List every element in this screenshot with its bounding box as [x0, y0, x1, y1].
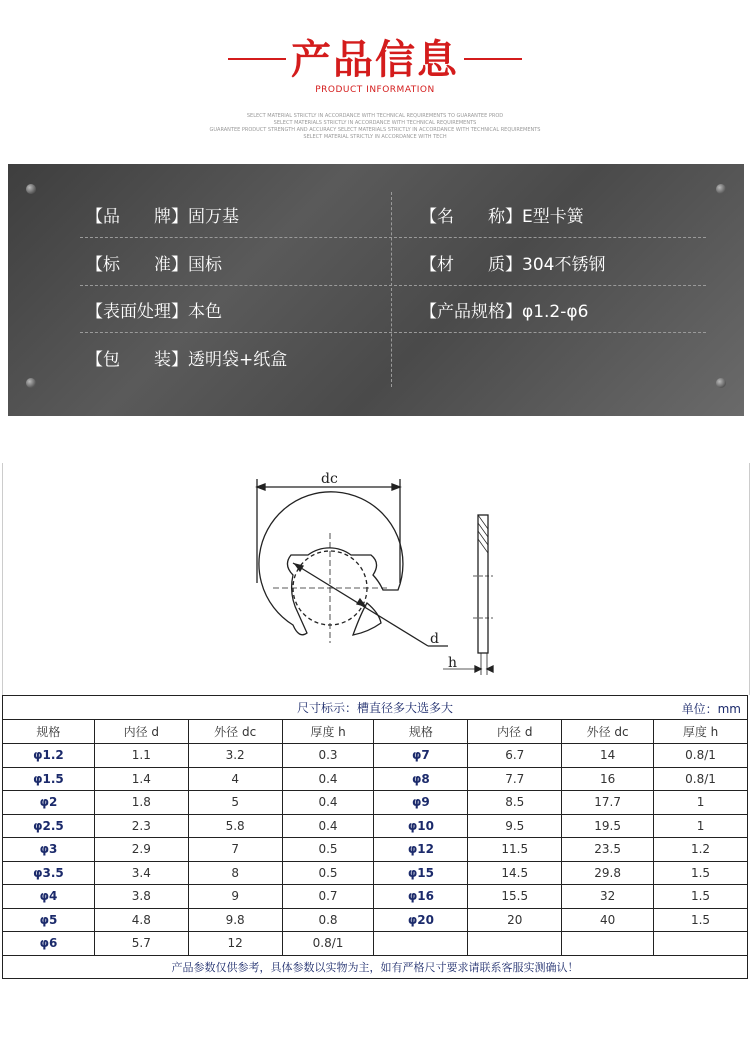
table-row: [3, 767, 748, 791]
spec-value-cell: 32: [562, 885, 654, 909]
spec-value-cell: 0.4: [282, 767, 374, 791]
label-dc: dc: [321, 471, 338, 487]
arrow-head: [392, 484, 400, 490]
table-row: [3, 932, 748, 956]
spec-value-cell: 23.5: [562, 838, 654, 862]
spec-value-cell: 1.1: [94, 744, 188, 768]
spec-value-cell: 9.5: [468, 814, 562, 838]
side-view: [478, 515, 488, 653]
column-header: 厚度 h: [282, 720, 374, 744]
spec-value-cell: 14.5: [468, 861, 562, 885]
table-unit: 单位：mm: [681, 702, 741, 716]
spec-value-cell: 3.4: [94, 861, 188, 885]
spec-size-cell: φ1.2: [3, 744, 95, 768]
label-d: d: [430, 631, 439, 647]
fine-line: GUARANTEE PRODUCT STRENGTH AND ACCURACY SELECT MATERIALS STRICTLY IN ACCORDANCE WITH TECHNICAL REQUIREMENTS: [209, 127, 541, 133]
spec-value-cell: 0.7: [282, 885, 374, 909]
table-row: [3, 908, 748, 932]
table-row: [3, 838, 748, 862]
spec-value-cell: 4.8: [94, 908, 188, 932]
table-row: [3, 791, 748, 815]
spec-value-cell: 1.5: [654, 885, 748, 909]
spec-value-cell: 2.3: [94, 814, 188, 838]
spec-size-cell: φ8: [374, 767, 468, 791]
spec-value-cell: 14: [562, 744, 654, 768]
spec-size-cell: φ1.5: [3, 767, 95, 791]
info-standard: 【标 准】国标: [86, 255, 222, 275]
spec-value-cell: 0.5: [282, 838, 374, 862]
spec-value-cell: 7.7: [468, 767, 562, 791]
spec-value-cell: 12: [188, 932, 282, 956]
info-surface: 【表面处理】本色: [86, 302, 222, 322]
screw-icon: [26, 184, 36, 194]
spec-value-cell: [562, 932, 654, 956]
column-header: 规格: [374, 720, 468, 744]
column-header: 厚度 h: [654, 720, 748, 744]
e-clip-diagram: [2, 463, 750, 695]
arrow-head: [257, 484, 265, 490]
spec-value-cell: 5: [188, 791, 282, 815]
footnote-row: [3, 955, 748, 979]
spec-value-cell: 8: [188, 861, 282, 885]
spec-size-cell: φ7: [374, 744, 468, 768]
spec-value-cell: 0.8/1: [654, 744, 748, 768]
spec-value-cell: 9.8: [188, 908, 282, 932]
section-title: 产品信息: [291, 37, 459, 83]
spec-table: [2, 695, 748, 979]
info-row: [80, 190, 706, 238]
spec-value-cell: 1: [654, 791, 748, 815]
spec-size-cell: φ6: [3, 932, 95, 956]
header-row: [3, 720, 748, 744]
spec-size-cell: φ2: [3, 791, 95, 815]
spec-value-cell: 7: [188, 838, 282, 862]
spec-value-cell: 19.5: [562, 814, 654, 838]
spec-value-cell: [654, 932, 748, 956]
spec-value-cell: 0.8/1: [654, 767, 748, 791]
table-caption: 尺寸标示：槽直径多大选多大: [296, 701, 453, 715]
spec-value-cell: 16: [562, 767, 654, 791]
fine-line: SELECT MATERIAL STRICTLY IN ACCORDANCE WITH TECHNICAL REQUIREMENTS TO GUARANTEE PROD: [246, 113, 504, 119]
column-header: 外径 dc: [188, 720, 282, 744]
spec-value-cell: 0.4: [282, 791, 374, 815]
spec-value-cell: 0.8/1: [282, 932, 374, 956]
screw-icon: [716, 184, 726, 194]
spec-value-cell: 15.5: [468, 885, 562, 909]
spec-value-cell: 9: [188, 885, 282, 909]
spec-value-cell: 0.5: [282, 861, 374, 885]
spec-value-cell: 11.5: [468, 838, 562, 862]
spec-value-cell: 0.8: [282, 908, 374, 932]
spec-value-cell: 3.8: [94, 885, 188, 909]
section-header: [0, 0, 750, 160]
spec-value-cell: 2.9: [94, 838, 188, 862]
e-clip-outer: [259, 492, 403, 635]
spec-value-cell: 0.4: [282, 814, 374, 838]
spec-size-cell: φ4: [3, 885, 95, 909]
spec-value-cell: 1.4: [94, 767, 188, 791]
e-clip-drawing: [3, 463, 749, 695]
spec-value-cell: 6.7: [468, 744, 562, 768]
info-material: 【材 质】304不锈钢: [420, 255, 606, 275]
arrow-head: [295, 564, 303, 571]
spec-size-cell: φ5: [3, 908, 95, 932]
spec-size-cell: φ16: [374, 885, 468, 909]
table-row: [3, 885, 748, 909]
table-row: [3, 861, 748, 885]
caption-cell: [3, 696, 748, 720]
spec-size-cell: φ9: [374, 791, 468, 815]
spec-value-cell: 17.7: [562, 791, 654, 815]
spec-value-cell: 29.8: [562, 861, 654, 885]
spec-value-cell: 1: [654, 814, 748, 838]
spec-size-cell: φ20: [374, 908, 468, 932]
info-packaging: 【包 装】透明袋+纸盒: [86, 350, 288, 370]
column-header: 外径 dc: [562, 720, 654, 744]
column-header: 规格: [3, 720, 95, 744]
spec-size-cell: [374, 932, 468, 956]
product-info-panel: [8, 164, 744, 416]
spec-value-cell: 5.7: [94, 932, 188, 956]
spec-value-cell: 1.2: [654, 838, 748, 862]
spec-size-cell: φ12: [374, 838, 468, 862]
spec-size-cell: φ3: [3, 838, 95, 862]
spec-value-cell: 40: [562, 908, 654, 932]
table-row: [3, 744, 748, 768]
spec-value-cell: 4: [188, 767, 282, 791]
spec-value-cell: 0.3: [282, 744, 374, 768]
spec-value-cell: 1.8: [94, 791, 188, 815]
info-row: [80, 333, 706, 380]
spec-value-cell: 5.8: [188, 814, 282, 838]
fine-print: [0, 113, 750, 141]
label-h: h: [448, 655, 458, 671]
info-brand: 【品 牌】固万基: [86, 207, 239, 227]
section-subtitle: PRODUCT INFORMATION: [315, 85, 435, 95]
screw-icon: [716, 378, 726, 388]
spec-value-cell: 8.5: [468, 791, 562, 815]
spec-value-cell: 1.5: [654, 908, 748, 932]
info-spec-range: 【产品规格】φ1.2-φ6: [420, 302, 589, 322]
spec-size-cell: φ15: [374, 861, 468, 885]
fine-line: SELECT MATERIAL STRICTLY IN ACCORDANCE WITH TECH: [303, 134, 447, 140]
table-footnote: 产品参数仅供参考，具体参数以实物为主，如有严格尺寸要求请联系客服实测确认！: [3, 955, 748, 979]
info-row: [80, 285, 706, 333]
spec-value-cell: [468, 932, 562, 956]
column-header: 内径 d: [468, 720, 562, 744]
screw-icon: [26, 378, 36, 388]
info-name: 【名 称】E型卡簧: [420, 207, 584, 227]
spec-value-cell: 20: [468, 908, 562, 932]
spec-size-cell: φ3.5: [3, 861, 95, 885]
spec-size-cell: φ2.5: [3, 814, 95, 838]
spec-value-cell: 1.5: [654, 861, 748, 885]
table-row: [3, 814, 748, 838]
title-wrap: [0, 34, 750, 86]
caption-row: [3, 696, 748, 720]
spec-value-cell: 3.2: [188, 744, 282, 768]
column-header: 内径 d: [94, 720, 188, 744]
fine-line: SELECT MATERIALS STRICTLY IN ACCORDANCE WITH TECHNICAL REQUIREMENTS: [273, 120, 477, 126]
info-row: [80, 238, 706, 286]
spec-size-cell: φ10: [374, 814, 468, 838]
